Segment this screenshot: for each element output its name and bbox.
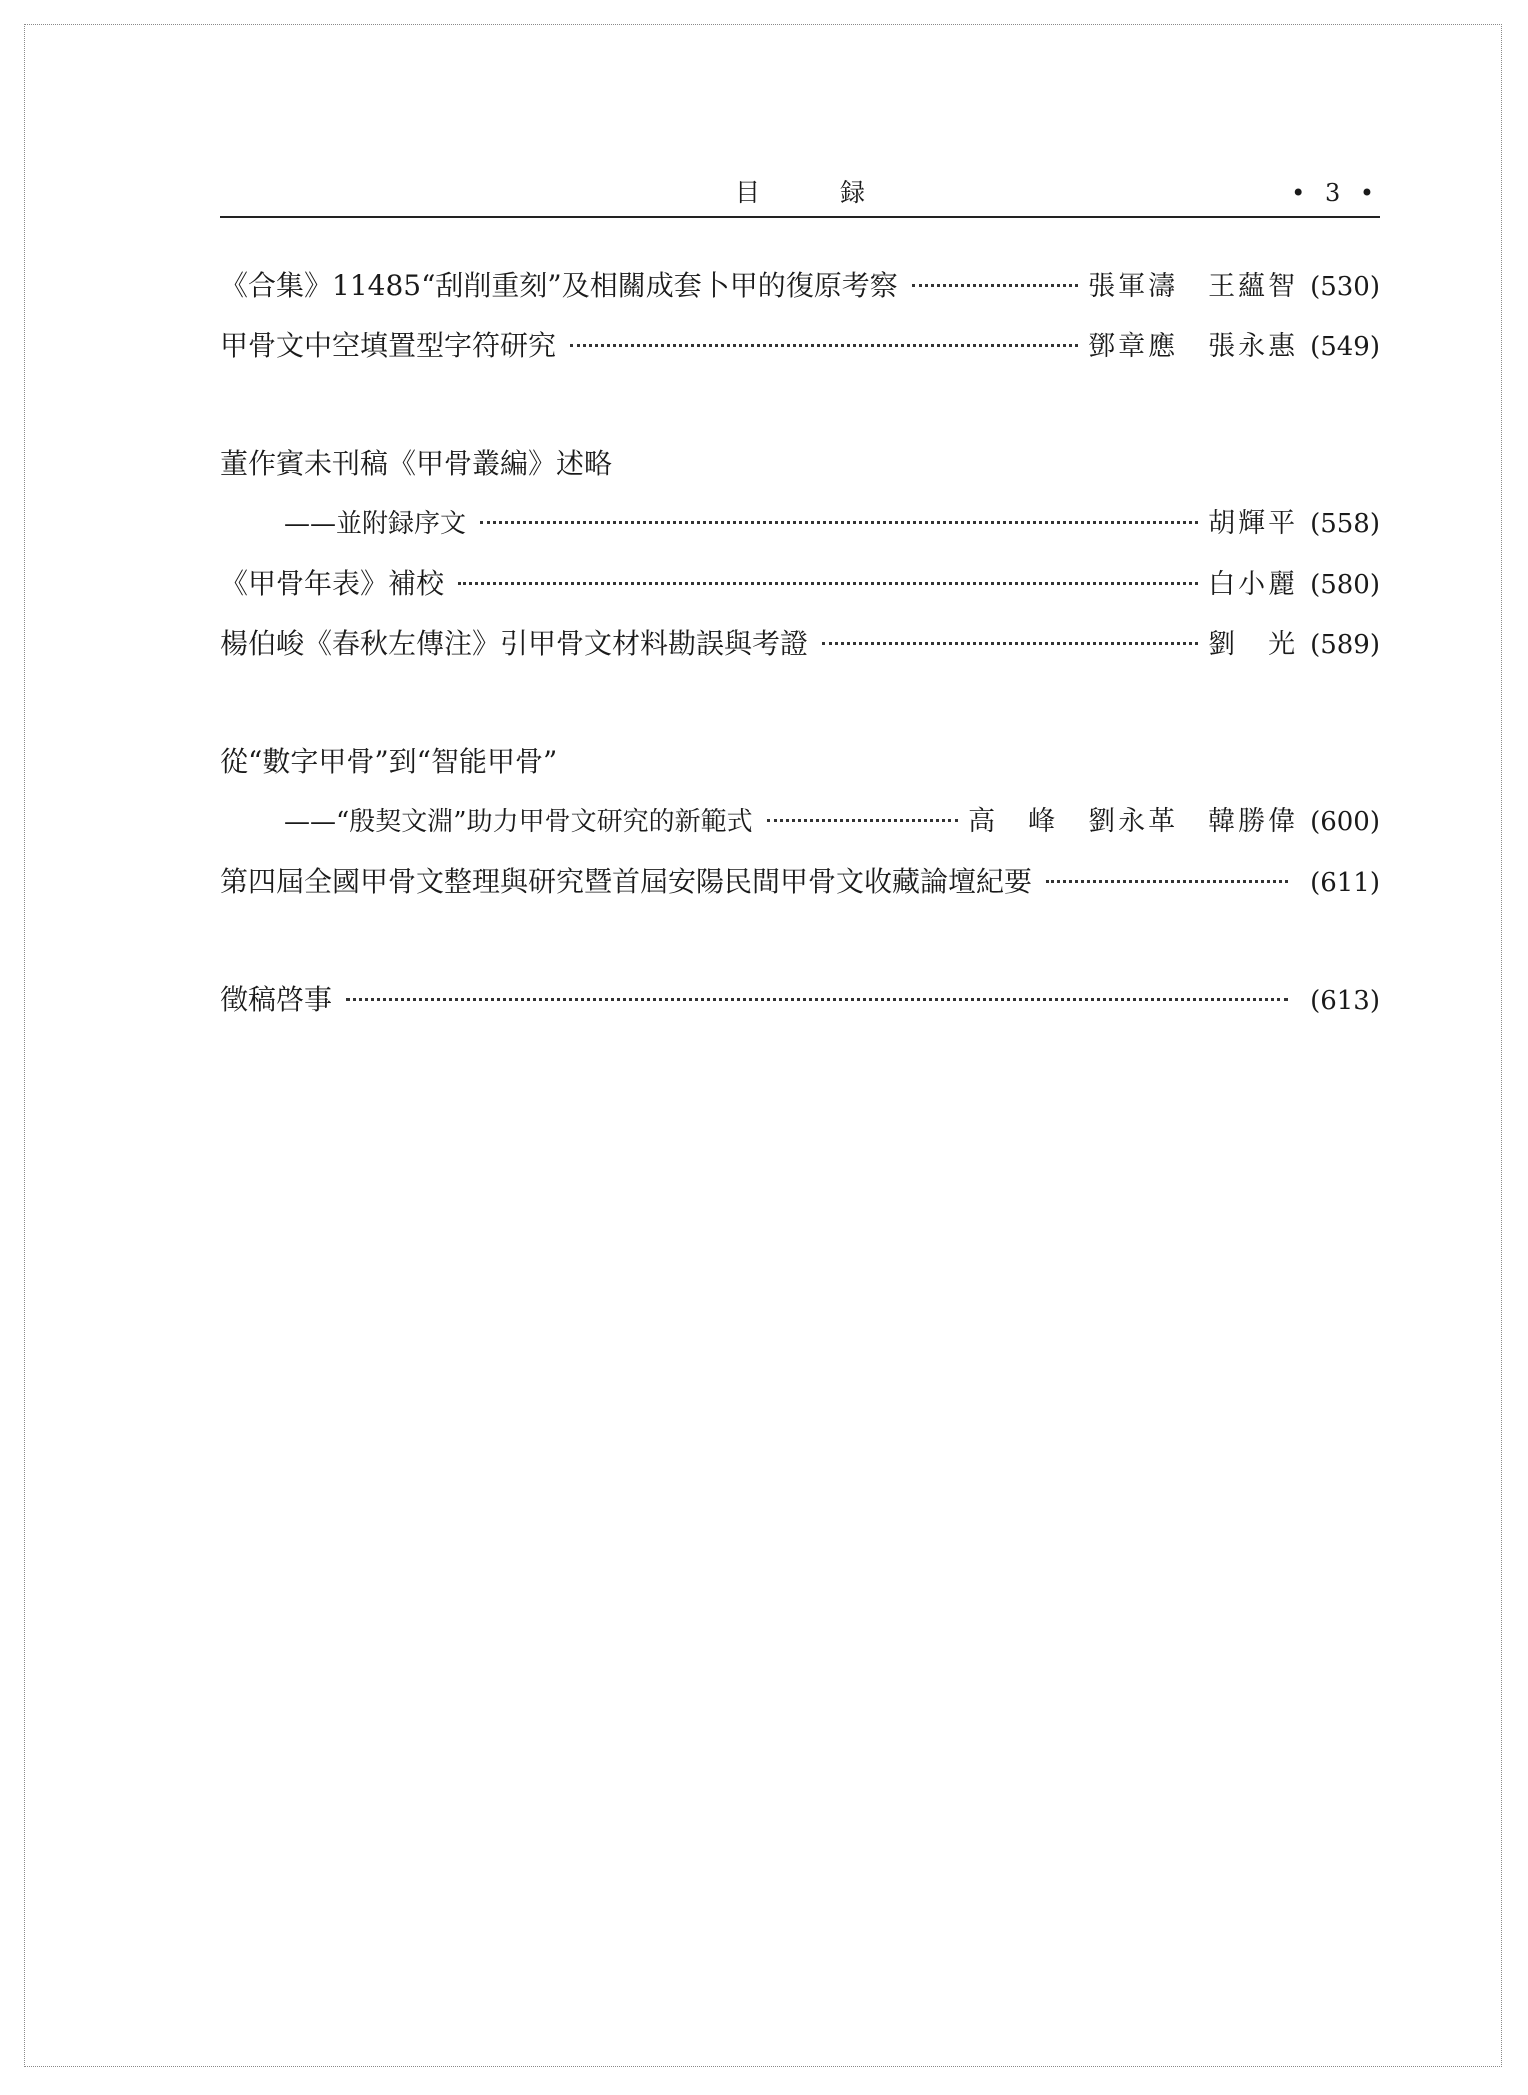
toc-entry-author: 張軍濤 王蘊智 <box>1088 271 1299 302</box>
dot-leader <box>1046 880 1288 883</box>
header-page-number: • 3 • <box>1291 179 1380 207</box>
toc-entry-title: ——“殷契文淵”助力甲骨文研究的新範式 <box>284 807 753 837</box>
toc-entry-title: ——並附録序文 <box>284 509 467 539</box>
toc-entry[interactable] <box>220 262 1380 322</box>
toc-entry-page: (580) <box>1310 570 1380 600</box>
table-of-contents <box>220 262 1380 1036</box>
header-title: 目 録 <box>735 178 901 207</box>
toc-entry-author: 劉 光 <box>1208 629 1299 660</box>
toc-entry-page: (611) <box>1310 868 1380 898</box>
toc-entry-title: 董作賓未刊稿《甲骨叢編》述略 <box>220 447 613 480</box>
toc-entry-subtitle[interactable] <box>220 798 1380 858</box>
dot-leader <box>458 582 1198 585</box>
toc-entry[interactable] <box>220 620 1380 680</box>
toc-entry-title: 徵稿啓事 <box>220 983 333 1016</box>
toc-entry-author: 鄧章應 張永惠 <box>1088 331 1299 362</box>
dot-leader <box>570 344 1078 347</box>
toc-entry[interactable] <box>220 976 1380 1036</box>
toc-entry-title: 第四屆全國甲骨文整理與研究暨首屆安陽民間甲骨文收藏論壇紀要 <box>220 865 1033 898</box>
toc-entry-title: 從“數字甲骨”到“智能甲骨” <box>220 745 558 778</box>
toc-entry[interactable] <box>220 322 1380 382</box>
toc-entry-subtitle[interactable] <box>220 500 1380 560</box>
toc-entry-title: 甲骨文中空填置型字符研究 <box>220 329 557 362</box>
toc-entry-title: 《合集》11485“刮削重刻”及相關成套卜甲的復原考察 <box>220 269 898 302</box>
dot-leader <box>346 998 1288 1001</box>
toc-entry-page: (549) <box>1310 332 1380 362</box>
toc-entry-page: (600) <box>1310 807 1380 837</box>
dot-leader <box>912 284 1078 287</box>
toc-entry[interactable] <box>220 858 1380 918</box>
dot-leader <box>480 521 1198 524</box>
toc-entry-title: 《甲骨年表》補校 <box>220 567 445 600</box>
toc-entry-heading[interactable] <box>220 440 1380 500</box>
toc-entry[interactable] <box>220 560 1380 620</box>
toc-entry-author: 胡輝平 <box>1208 508 1299 539</box>
toc-entry-author: 白小麗 <box>1208 569 1299 600</box>
dot-leader <box>822 642 1198 645</box>
toc-entry-heading[interactable] <box>220 738 1380 798</box>
dot-leader <box>767 819 958 822</box>
toc-entry-page: (558) <box>1310 509 1380 539</box>
toc-entry-author: 高 峰 劉永革 韓勝偉 <box>968 806 1299 837</box>
toc-entry-title: 楊伯峻《春秋左傳注》引甲骨文材料勘誤與考證 <box>220 627 809 660</box>
toc-entry-page: (589) <box>1310 630 1380 660</box>
running-header <box>220 176 1380 218</box>
toc-entry-page: (613) <box>1310 986 1380 1016</box>
toc-entry-page: (530) <box>1310 272 1380 302</box>
